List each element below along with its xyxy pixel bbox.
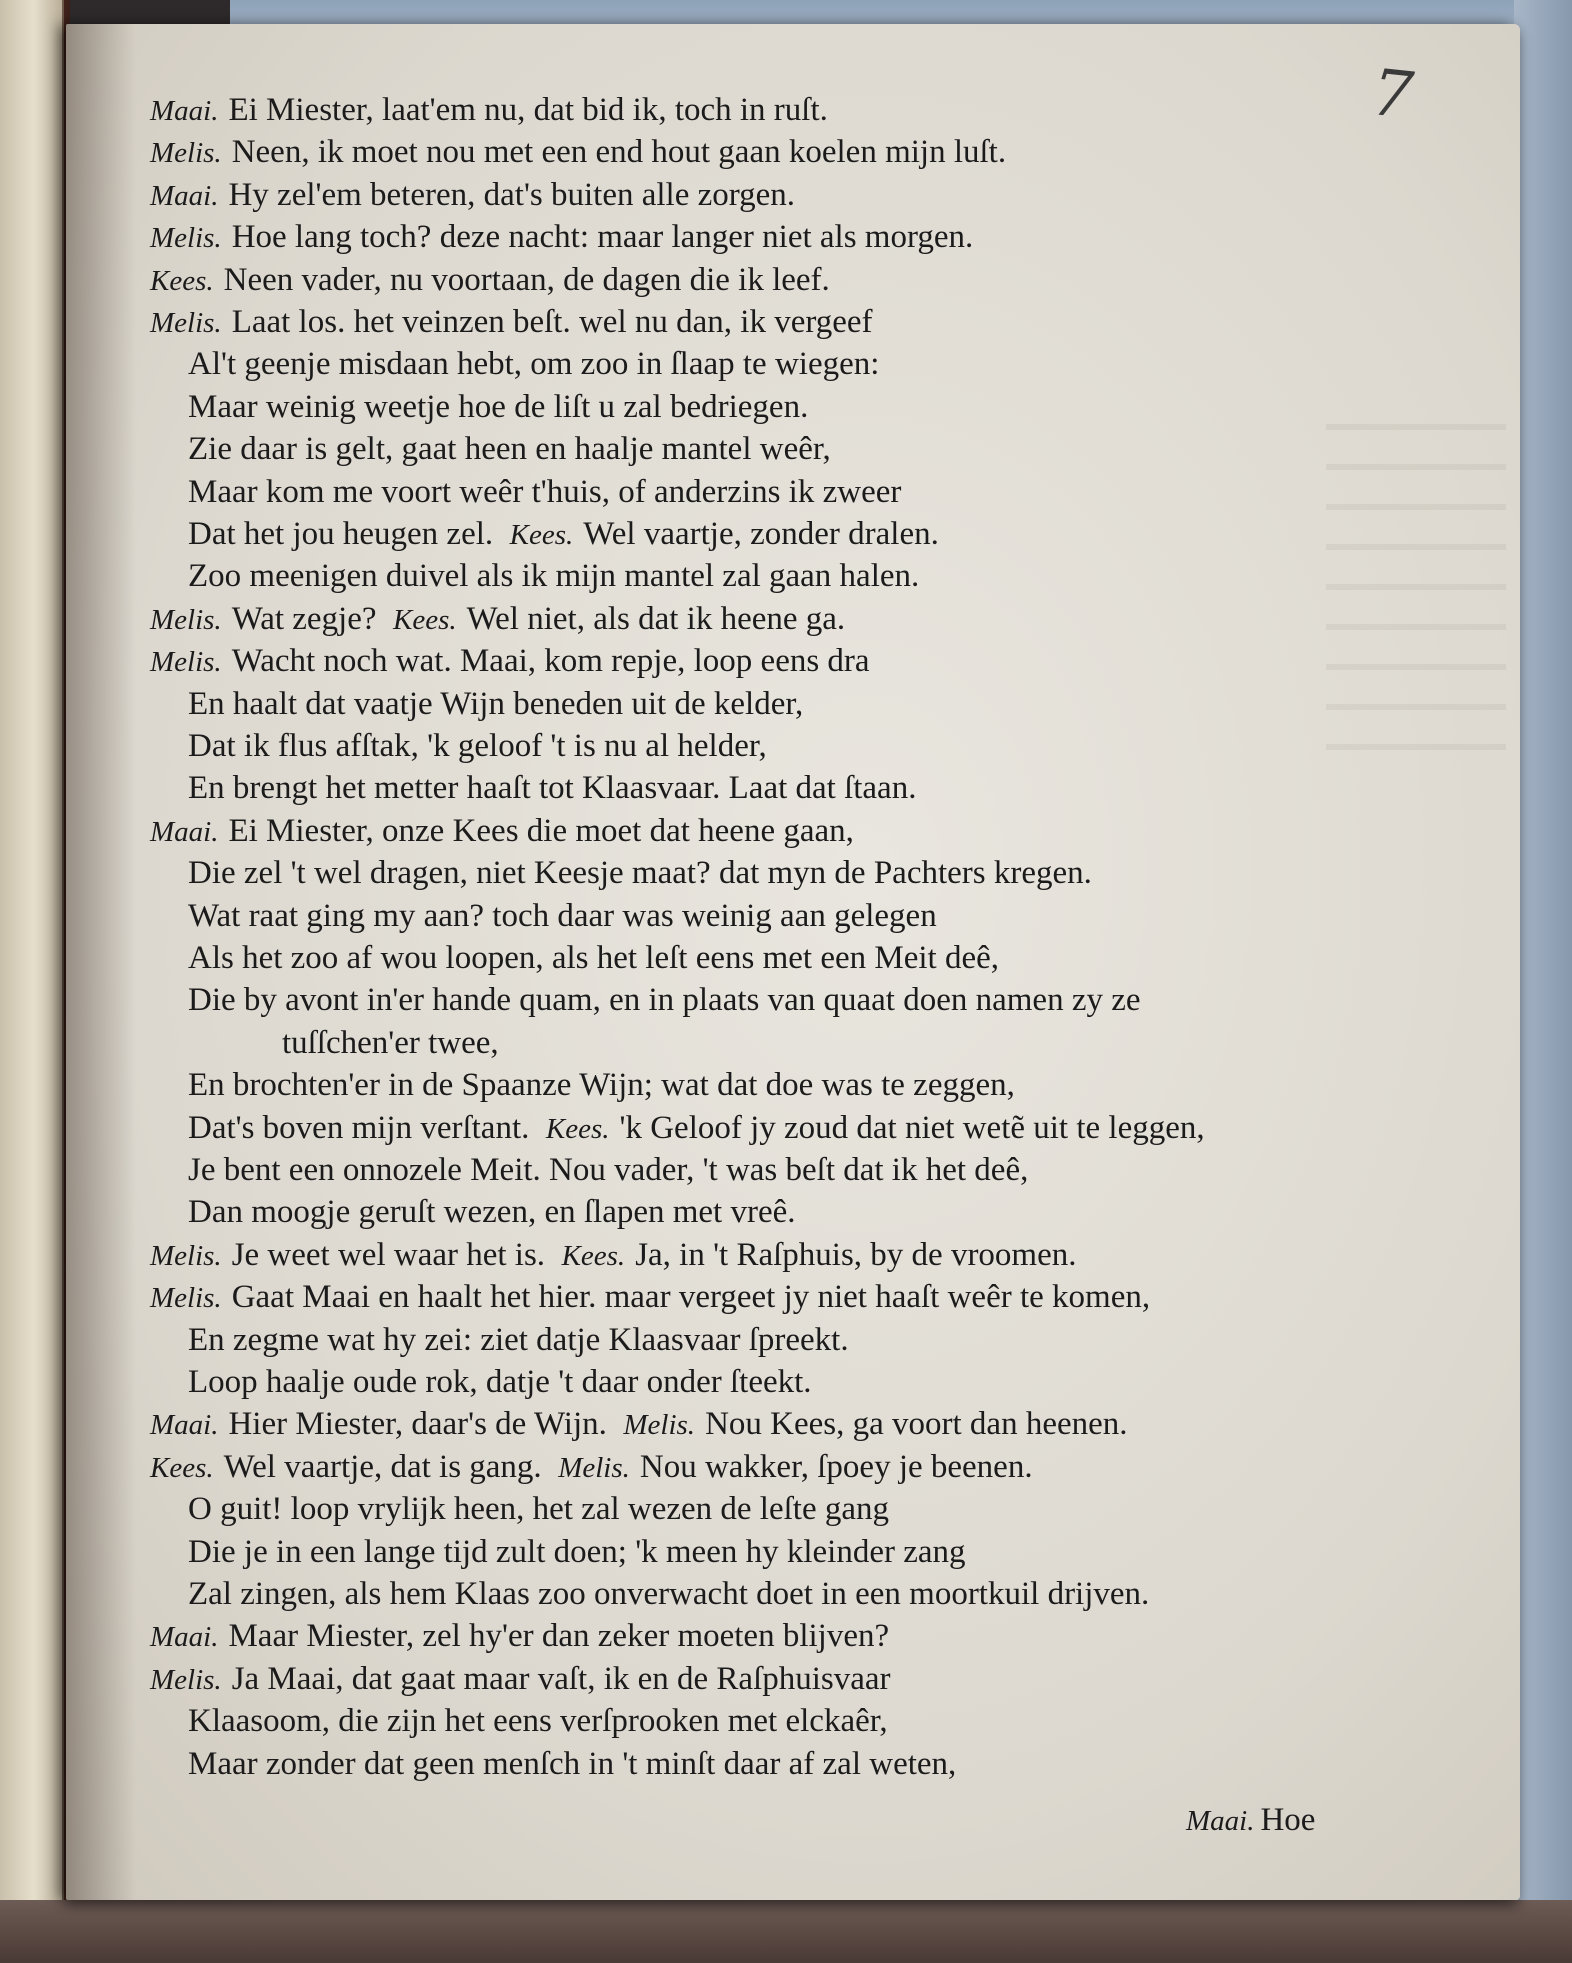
line-text: Wat raat ging my aan? toch daar was weinig aan gelegen [188, 898, 937, 934]
line-text: En brengt het metter haaſt tot Klaasvaar. Laat dat ſtaan. [188, 770, 917, 806]
catchword [1186, 1802, 1315, 1839]
line-text: Maar zonder dat geen menſch in 't minſt daar af zal weten, [188, 1746, 957, 1782]
verse-line [150, 90, 828, 131]
line-text: Nou wakker, ſpoey je beenen. [639, 1449, 1033, 1485]
verse-line [150, 260, 830, 301]
verse-line [150, 217, 973, 258]
page-number: 7 [1368, 56, 1417, 134]
line-text: Loop haalje oude rok, datje 't daar onder ſteekt. [188, 1364, 812, 1400]
speaker-name: Melis. [623, 1409, 696, 1441]
verse-line [188, 768, 916, 808]
speaker-name: Maai. [150, 816, 219, 848]
line-text: Wat zegje? [231, 601, 377, 637]
verse-line [150, 641, 870, 682]
catchword-text: Hoe [1260, 1802, 1316, 1838]
verse-line [188, 1320, 849, 1360]
verse-line [188, 514, 939, 555]
verse-line [150, 1447, 1033, 1488]
line-text: Hoe lang toch? deze nacht: maar langer niet als morgen. [231, 219, 974, 255]
line-text: Zal zingen, als hem Klaas zoo onverwacht doet in een moortkuil drijven. [188, 1576, 1150, 1612]
verse-line [150, 1277, 1150, 1318]
verse-line [188, 1150, 1028, 1190]
line-text: Ja, in 't Raſphuis, by de vroomen. [635, 1237, 1077, 1273]
speaker-name: Melis. [558, 1452, 630, 1484]
verse-line [150, 599, 845, 640]
line-text: Je weet wel waar het is. [231, 1237, 546, 1273]
line-text: Hy zel'em beteren, dat's buiten alle zorgen. [228, 177, 796, 213]
show-through-text [1326, 424, 1506, 764]
line-text: 'k Geloof jy zoud dat niet wetẽ uit te leggen, [619, 1110, 1205, 1146]
verse-line [188, 1701, 888, 1741]
verse-line [188, 556, 919, 596]
verse-line [150, 1404, 1128, 1445]
verse-line [188, 472, 901, 512]
line-text: Dat het jou heugen zel. [188, 516, 494, 552]
facing-page-edge [0, 0, 64, 1900]
verse-line [188, 1192, 796, 1232]
verse-line [188, 1362, 812, 1402]
line-text: Hier Miester, daar's de Wijn. [228, 1406, 607, 1442]
line-text: Ei Miester, onze Kees die moet dat heene gaan, [228, 813, 854, 849]
verse-line [188, 896, 937, 936]
verse-line [188, 726, 767, 766]
line-text: En brochten'er in de Spaanze Wijn; wat dat doe was te zeggen, [188, 1067, 1015, 1103]
line-text: Ei Miester, laat'em nu, dat bid ik, toch in ruſt. [228, 92, 828, 128]
line-text: Wel vaartje, zonder dralen. [583, 516, 939, 552]
verse-line [188, 429, 831, 469]
verse-line [188, 1065, 1015, 1105]
speaker-name: Melis. [150, 604, 222, 636]
speaker-name: Maai. [150, 95, 219, 127]
speaker-name: Kees. [393, 604, 457, 636]
line-text: Wacht noch wat. Maai, kom repje, loop eens dra [231, 643, 870, 679]
speaker-name: Kees. [150, 265, 214, 297]
verse-line [282, 1023, 499, 1063]
book-bottom-edge [0, 1900, 1572, 1963]
line-text: Dat ik flus afſtak, 'k geloof 't is nu al helder, [188, 728, 767, 764]
line-text: Die je in een lange tijd zult doen; 'k meen hy kleinder zang [188, 1534, 966, 1570]
speaker-name: Kees. [545, 1113, 610, 1145]
speaker-name: Maai. [150, 1621, 219, 1653]
line-text: Als het zoo af wou loopen, als het leſt eens met een Meit deê, [188, 940, 999, 976]
line-text: Gaat Maai en haalt het hier. maar vergeet jy niet haaſt weêr te komen, [231, 1279, 1151, 1315]
line-text: Laat los. het veinzen beſt. wel nu dan, ik vergeef [231, 304, 873, 340]
line-text: Neen, ik moet nou met een end hout gaan koelen mijn luſt. [231, 134, 1007, 170]
line-text: En haalt dat vaatje Wijn beneden uit de kelder, [188, 686, 804, 722]
line-text: Dat's boven mijn verſtant. [188, 1110, 530, 1146]
speaker-name: Melis. [150, 1664, 222, 1696]
page-gutter-shadow [66, 24, 136, 1900]
line-text: Neen vader, nu voortaan, de dagen die ik leef. [223, 262, 830, 298]
speaker-name: Melis. [150, 222, 222, 254]
verse-line [188, 1489, 889, 1529]
speaker-name: Melis. [150, 1282, 222, 1314]
line-text: O guit! loop vrylijk heen, het zal wezen de leſte gang [188, 1491, 890, 1527]
line-text: Maar Miester, zel hy'er dan zeker moeten blijven? [228, 1618, 890, 1654]
verse-line [150, 175, 795, 216]
line-text: Ja Maai, dat gaat maar vaſt, ik en de Raſphuisvaar [231, 1661, 891, 1697]
line-text: Wel niet, als dat ik heene ga. [466, 601, 846, 637]
line-text: Maar kom me voort weêr t'huis, of anderzins ik zweer [188, 474, 902, 510]
line-text: Dan moogje geruſt wezen, en ſlapen met vreê. [188, 1194, 796, 1230]
line-text: Maar weinig weetje hoe de liſt u zal bedriegen. [188, 389, 809, 425]
speaker-name: Melis. [150, 137, 222, 169]
verse-line [188, 1108, 1205, 1149]
verse-line [188, 1532, 966, 1572]
line-text: Wel vaartje, dat is gang. [223, 1449, 542, 1485]
verse-line [188, 387, 808, 427]
speaker-name: Kees. [150, 1452, 214, 1484]
background-right [1514, 0, 1572, 1963]
speaker-name: Maai. [150, 1409, 219, 1441]
line-text: Je bent een onnozele Meit. Nou vader, 't was beſt dat ik het deê, [188, 1152, 1029, 1188]
line-text: tuſſchen'er twee, [282, 1025, 499, 1061]
verse-line [188, 980, 1141, 1020]
line-text: Die by avont in'er hande quam, en in plaats van quaat doen namen zy ze [188, 982, 1141, 1018]
speaker-name: Kees. [561, 1240, 626, 1272]
line-text: Zie daar is gelt, gaat heen en haalje mantel weêr, [188, 431, 831, 467]
verse-line [150, 1235, 1077, 1276]
speaker-name: Melis. [150, 1240, 222, 1272]
catchword-speaker: Maai. [1186, 1805, 1255, 1837]
line-text: En zegme wat hy zei: ziet datje Klaasvaar ſpreekt. [188, 1322, 849, 1358]
verse-line [188, 1574, 1149, 1614]
line-text: Die zel 't wel dragen, niet Keesje maat? dat myn de Pachters kregen. [188, 855, 1092, 891]
speaker-name: Kees. [509, 519, 574, 551]
verse-line [150, 302, 873, 343]
line-text: Al't geenje misdaan hebt, om zoo in ſlaap te wiegen: [188, 346, 880, 382]
verse-line [150, 132, 1006, 173]
verse-line [188, 938, 999, 978]
verse-line [188, 1744, 956, 1784]
verse-line [150, 1616, 889, 1657]
verse-line [188, 344, 879, 384]
verse-line [188, 684, 803, 724]
speaker-name: Maai. [150, 180, 219, 212]
speaker-name: Melis. [150, 307, 222, 339]
verse-line [150, 811, 854, 852]
speaker-name: Melis. [150, 646, 222, 678]
verse-line [188, 853, 1092, 893]
line-text: Nou Kees, ga voort dan heenen. [705, 1406, 1128, 1442]
verse-line [150, 1659, 891, 1700]
line-text: Zoo meenigen duivel als ik mijn mantel zal gaan halen. [188, 558, 920, 594]
line-text: Klaasoom, die zijn het eens verſprooken met elckaêr, [188, 1703, 888, 1739]
